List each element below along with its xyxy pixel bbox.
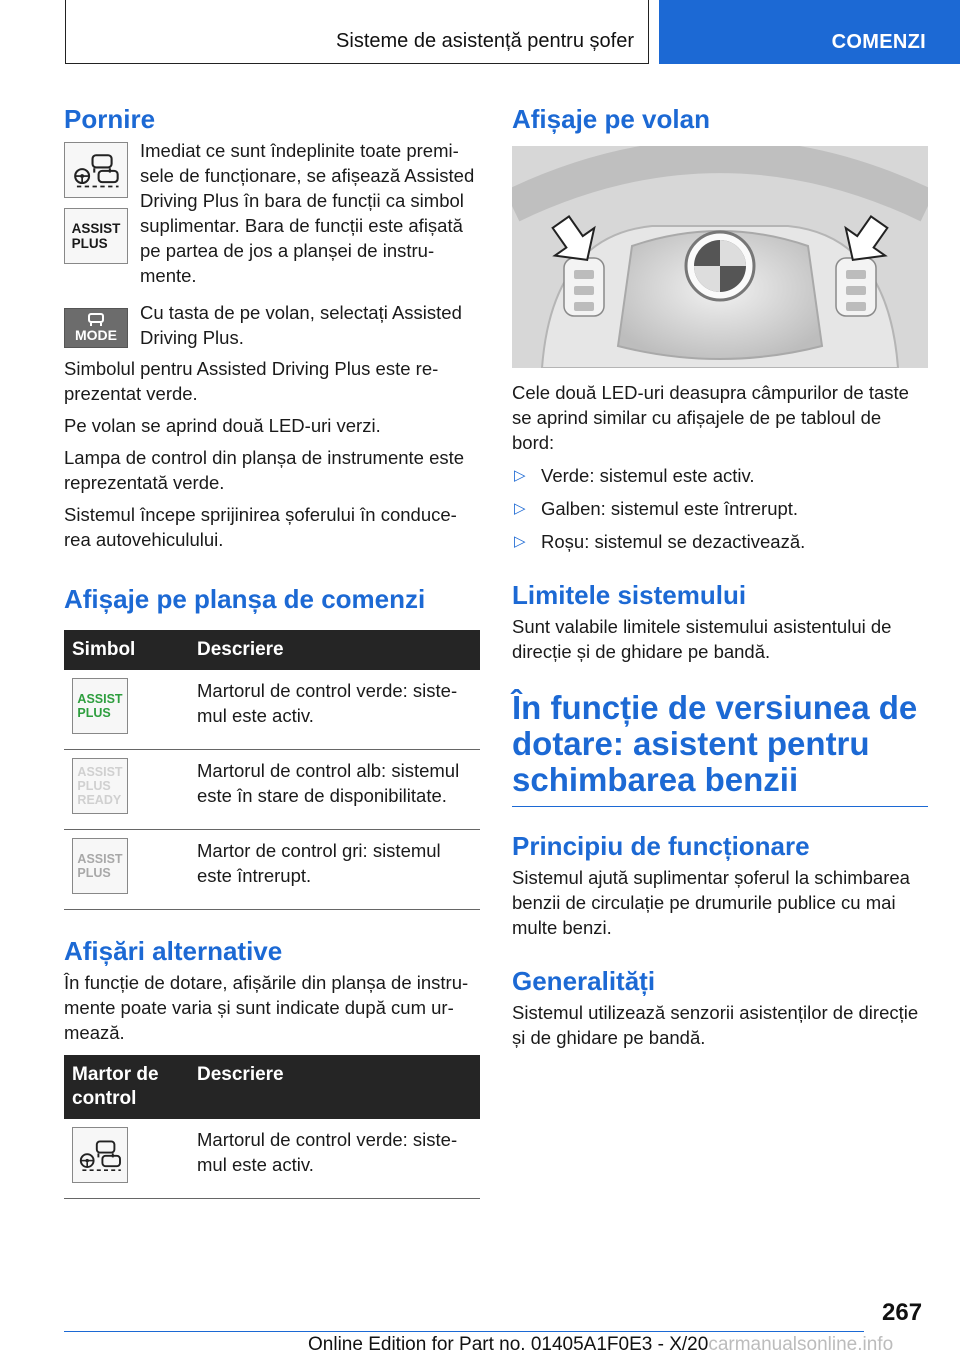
- list-item: [512, 529, 928, 554]
- pornire-para6: Sistemul începe sprijinirea șoferului în conduce-rea autovehiculului.: [64, 504, 457, 550]
- pornire-para1: Imediat ce sunt îndeplinite toate premi-sele de funcționare, se afișează Assisted Driving Plus în bara de funcții ca simbol suplimentar. Bara de funcții este afișată pe partea de jos a planșei de instru-mente.: [140, 140, 475, 286]
- table-row: [64, 830, 480, 910]
- assist-plus-icon-line2: PLUS: [71, 236, 108, 251]
- pornire-mode: [64, 304, 480, 350]
- table-header-descriere-alt: Descriere: [189, 1055, 480, 1119]
- display-row-desc: Martor de control gri: sistemul este întrerupt.: [189, 830, 480, 910]
- assist-icon-line: PLUS: [77, 706, 111, 720]
- table-header-descriere: Descriere: [189, 630, 480, 670]
- header-section-box: [65, 0, 649, 64]
- big-heading-block: [512, 690, 928, 807]
- principiu-para: Sistemul ajută suplimentar șoferul la schimbarea benzii de circulație pe drumurile publice cu mai multe benzi.: [512, 867, 910, 938]
- assist-plus-status-icon: [72, 758, 128, 814]
- table-header-simbol: Simbol: [64, 630, 189, 670]
- alt-indicator-table: [64, 1055, 480, 1199]
- pornire-intro: [64, 142, 480, 288]
- page-number: 267: [882, 1299, 923, 1326]
- mode-button-label: MODE: [75, 327, 117, 343]
- assist-icon-line: READY: [77, 793, 122, 807]
- alt-para: În funcție de dotare, afișările din planșa de instru-mente poate varia și sunt indicate după cum ur-mează.: [64, 972, 469, 1043]
- led-status-list: [512, 463, 928, 554]
- chapter-tab[interactable]: [659, 0, 960, 64]
- pornire-para5: Lampa de control din planșa de instrumente este reprezentată verde.: [64, 447, 465, 493]
- footer-watermark: carmanualsonline.info: [708, 1334, 894, 1355]
- general-para: Sistemul utilizează senzorii asistenților de direcție și de ghidare pe bandă.: [512, 1002, 919, 1048]
- heading-asistent-schimbare-banda: În funcție de versiunea de dotare: asistent pentru schimbarea benzii: [512, 689, 918, 798]
- display-symbol-table: [64, 630, 480, 910]
- lane-assist-car-icon: [64, 142, 128, 198]
- triangle-bullet-icon: ▷: [514, 467, 526, 484]
- heading-pornire: Pornire: [64, 104, 156, 134]
- footer-edition: [308, 1334, 893, 1356]
- table-row: [64, 670, 480, 750]
- footer-divider: [64, 1331, 864, 1332]
- volan-para: Cele două LED-uri deasupra câmpurilor de taste se aprind similar cu afișajele de pe tabloul de bord:: [512, 382, 909, 453]
- assist-plus-icon-line1: ASSIST: [71, 221, 121, 236]
- table-header-martor: Martor de control: [64, 1055, 189, 1119]
- bullet-text-rosu: Roșu: sistemul se dezactivează.: [541, 531, 806, 552]
- left-column: [64, 100, 480, 1199]
- heading-limitele-sistemului: Limitele sistemului: [512, 580, 747, 610]
- limite-para: Sunt valabile limitele sistemului asistentului de direcție și de ghidare pe bandă.: [512, 616, 892, 662]
- display-row-desc: Martorul de control verde: siste-mul este activ.: [189, 670, 480, 750]
- footer-edition-text: Online Edition for Part no. 01405A1F0E3 - X/20: [308, 1334, 709, 1355]
- mode-button-icon: [64, 308, 128, 348]
- assist-icon-line: PLUS: [77, 866, 111, 880]
- chapter-tab-label: COMENZI: [831, 31, 926, 53]
- assist-plus-status-icon: [72, 678, 128, 734]
- heading-afisari-alternative: Afișări alternative: [64, 936, 283, 966]
- bullet-text-galben: Galben: sistemul este întrerupt.: [541, 498, 799, 519]
- assist-icon-line: PLUS: [77, 779, 111, 793]
- heading-afisaje-plansa: Afișaje pe planșa de comenzi: [64, 584, 426, 614]
- display-row-desc: Martorul de control alb: sistemul este în stare de disponibilitate.: [189, 750, 480, 830]
- table-row: [64, 1119, 480, 1199]
- assist-icon-line: ASSIST: [77, 852, 123, 866]
- table-row: [64, 750, 480, 830]
- assist-plus-icon: [64, 208, 128, 264]
- list-item: [512, 463, 928, 488]
- assist-icon-line: ASSIST: [77, 692, 123, 706]
- alt-row-desc: Martorul de control verde: siste-mul este activ.: [189, 1119, 480, 1199]
- pornire-para3: Simbolul pentru Assisted Driving Plus este re-prezentat verde.: [64, 358, 439, 404]
- assist-icon-line: ASSIST: [77, 765, 123, 779]
- triangle-bullet-icon: ▷: [514, 500, 526, 517]
- heading-generalitati: Generalități: [512, 966, 656, 996]
- lane-assist-green-icon: [72, 1127, 128, 1183]
- section-title: Sisteme de asistență pentru șofer: [336, 30, 634, 52]
- list-item: [512, 496, 928, 521]
- triangle-bullet-icon: ▷: [514, 533, 526, 550]
- assist-plus-status-icon: [72, 838, 128, 894]
- steering-wheel-illustration: [512, 146, 928, 368]
- heading-principiu: Principiu de funcționare: [512, 831, 810, 861]
- bullet-text-verde: Verde: sistemul este activ.: [541, 465, 755, 486]
- heading-afisaje-volan: Afișaje pe volan: [512, 104, 710, 134]
- pornire-para4: Pe volan se aprind două LED-uri verzi.: [64, 415, 381, 436]
- pornire-para2: Cu tasta de pe volan, selectați Assisted Driving Plus.: [140, 302, 462, 348]
- right-column: [512, 100, 928, 1050]
